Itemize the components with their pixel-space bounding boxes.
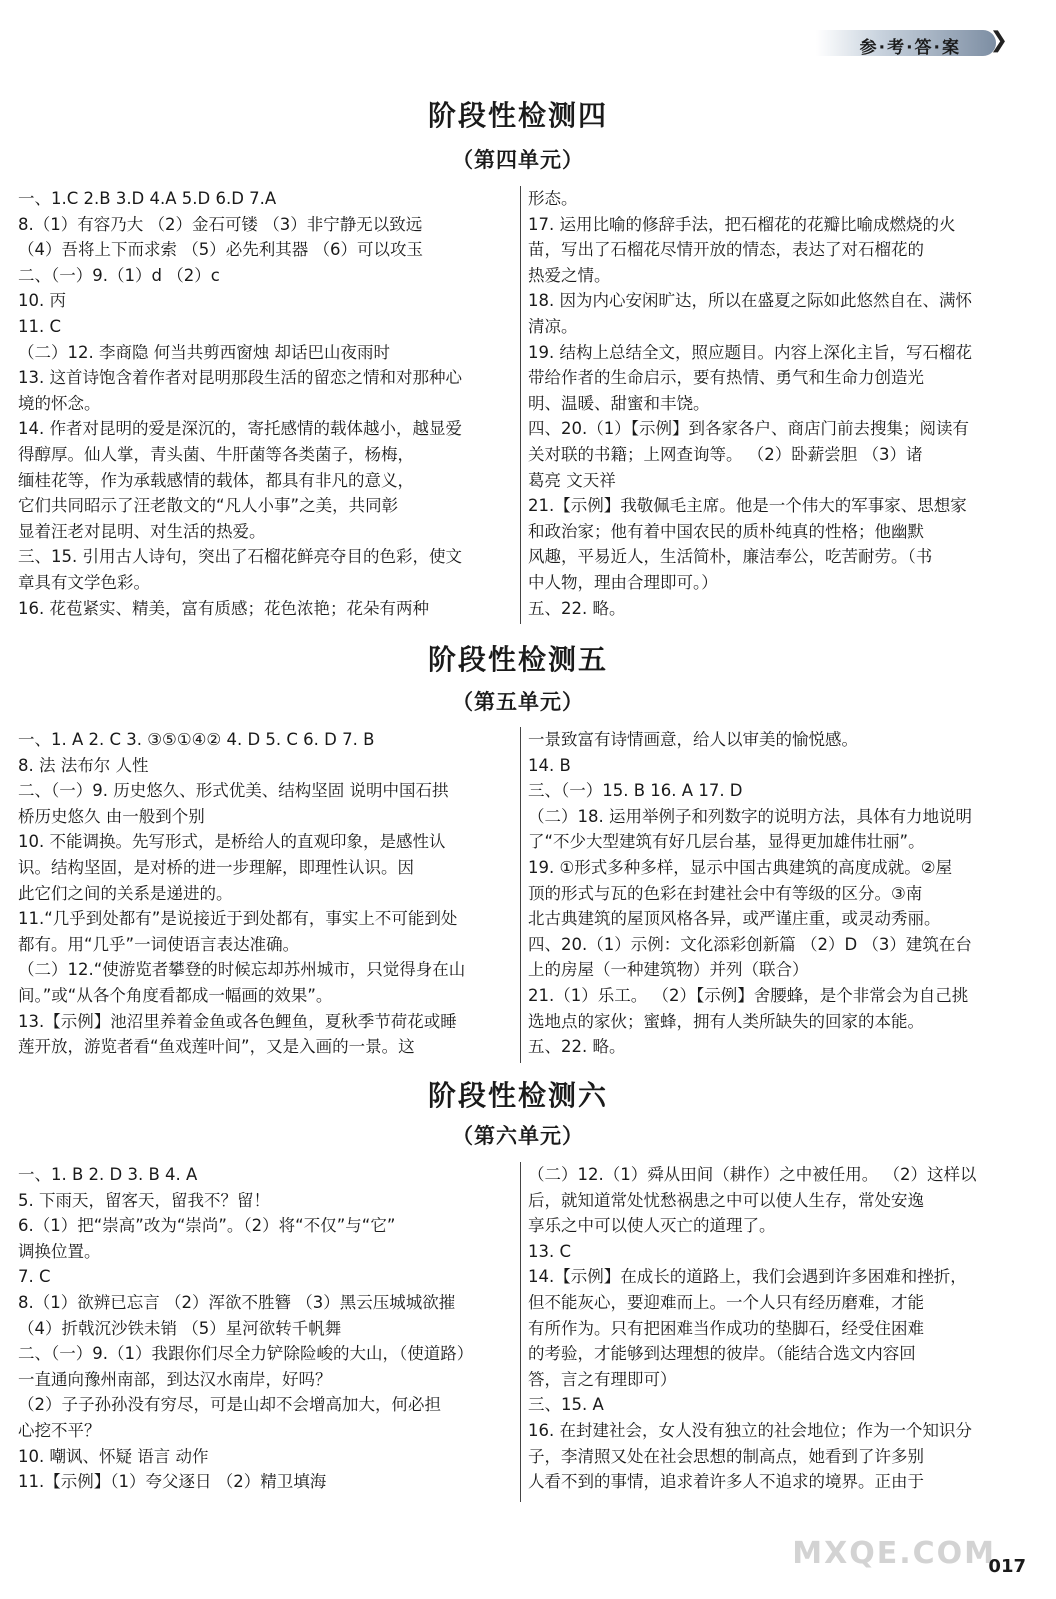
answer-line: 四、20.（1）示例：文化添彩创新篇 （2）D （3）建筑在台 <box>528 934 972 954</box>
answer-line: 三、（一）15. B 16. A 17. D <box>528 781 743 801</box>
column-divider <box>520 1162 521 1502</box>
answer-line: 形态。 <box>528 189 578 208</box>
answer-line: 13. C <box>528 1241 572 1261</box>
answer-line: 境的怀念。 <box>18 393 101 413</box>
answer-line: 心挖不平？ <box>18 1420 101 1440</box>
answer-line: 了“不少大型建筑有好几层台基，显得更加雄伟壮丽”。 <box>528 832 925 852</box>
answer-line: 后，就知道常处忧愁祸患之中可以使人生存，常处安逸 <box>528 1190 924 1210</box>
answer-line: （4）折戟沉沙铁未销 （5）星河欲转千帆舞 <box>18 1318 342 1338</box>
answer-line: 7. C <box>18 1267 51 1287</box>
answer-line: 10. 丙 <box>18 291 66 311</box>
answer-line: 享乐之中可以使人灭亡的道理了。 <box>528 1216 776 1236</box>
section-title: 阶段性检测五 <box>427 643 608 676</box>
answer-line: 8.（1）欲辨已忘言 （2）浑欲不胜簪 （3）黑云压城城欲摧 <box>18 1292 456 1312</box>
answer-line: 一直通向豫州南部，到达汉水南岸，好吗？ <box>18 1369 332 1389</box>
answer-line: 五、22. 略。 <box>528 1037 626 1057</box>
answer-line: （二）18. 运用举例子和列数字的说明方法，具体有力地说明 <box>528 806 972 826</box>
answer-line: 二、（一）9. 历史悠久、形式优美、结构坚固 说明中国石拱 <box>18 781 449 801</box>
answer-line: 北古典建筑的屋顶风格各异，或严谨庄重，或灵动秀丽。 <box>528 909 941 929</box>
section-subtitle: （第五单元） <box>452 690 584 714</box>
answer-line: 13.【示例】池沼里养着金鱼或各色鲤鱼，夏秋季节荷花或睡 <box>18 1011 457 1031</box>
answer-line: 子，李清照又处在社会思想的制高点，她看到了许多别 <box>528 1446 924 1466</box>
answer-line: 莲开放，游览者看“鱼戏莲叶间”，又是入画的一景。这 <box>18 1037 415 1057</box>
answer-line: 五、22. 略。 <box>528 598 626 618</box>
answer-line: （4）吾将上下而求索 （5）必先利其器 （6）可以攻玉 <box>18 240 423 260</box>
answer-line: 带给作者的生命启示，要有热情、勇气和生命力创造光 <box>528 368 924 388</box>
answer-line: 间。”或“从各个角度看都成一幅画的效果”。 <box>18 985 333 1005</box>
answer-line: 选地点的家伙；蜜蜂，拥有人类所缺失的回家的本能。 <box>528 1011 924 1031</box>
answer-line: （二）12.“使游览者攀登的时候忘却苏州城市，只觉得身在山 <box>18 960 466 980</box>
section-left-column <box>18 1162 473 1495</box>
answer-line: 人看不到的事情，追求着许多人不追求的境界。正由于 <box>528 1472 924 1492</box>
section-right-column <box>528 186 972 621</box>
answer-line: 19. ①形式多种多样，显示中国古典建筑的高度成就。②屋 <box>528 857 953 877</box>
answer-line: 11.“几乎到处都有”是说接近于到处都有，事实上不可能到处 <box>18 909 458 929</box>
answer-line: 和政治家；他有着中国农民的质朴纯真的性格；他幽默 <box>528 521 924 541</box>
answer-line: 的考验，才能够到达理想的彼岸。（能结合选文内容回 <box>528 1344 916 1364</box>
answer-line: 14. B <box>528 755 571 775</box>
answer-line: 关对联的书籍；上网查询等。 （2）卧薪尝胆 （3）诸 <box>528 444 923 464</box>
answer-line: 5. 下雨天，留客天，留我不？留！ <box>18 1190 270 1210</box>
answer-line: （2）子子孙孙没有穷尽，可是山却不会增高加大，何必担 <box>18 1395 441 1415</box>
chevron-right-icon: ❯ <box>989 28 1008 53</box>
answer-line: 得醇厚。仙人掌，青头菌、牛肝菌等各类菌子，杨梅， <box>18 444 414 464</box>
answer-line: 答，言之有理即可） <box>528 1369 677 1389</box>
answer-line: 它们共同昭示了汪老散文的“凡人小事”之美，共同彰 <box>18 496 399 516</box>
answer-line: 16. 花苞紧实、精美，富有质感；花色浓艳；花朵有两种 <box>18 598 429 618</box>
answer-line: 14.【示例】在成长的道路上，我们会遇到许多困难和挫折， <box>528 1267 967 1287</box>
answer-line: 10. 不能调换。先写形式，是桥给人的直观印象，是感性认 <box>18 832 446 852</box>
answer-line: 明、温暖、甜蜜和丰饶。 <box>528 393 710 413</box>
column-divider <box>520 186 521 624</box>
answer-line: 14. 作者对昆明的爱是深沉的，寄托感情的载体越小，越显爱 <box>18 419 462 439</box>
answer-line: 8.（1）有容乃大 （2）金石可镂 （3）非宁静无以致远 <box>18 214 423 234</box>
answer-line: 清凉。 <box>528 316 578 336</box>
section-left-column <box>18 727 465 1060</box>
answer-line: 8. 法 法布尔 人性 <box>18 755 149 775</box>
section-title: 阶段性检测四 <box>427 99 608 132</box>
answer-line: 21.【示例】我敬佩毛主席。他是一个伟大的军事家、思想家 <box>528 496 967 516</box>
answer-line: 三、15. A <box>528 1395 604 1415</box>
answer-line: 显着汪老对昆明、对生活的热爱。 <box>18 521 266 541</box>
section-right-column <box>528 1162 976 1495</box>
answer-line: 风趣，平易近人，生活简朴，廉洁奉公，吃苦耐劳。（书 <box>528 547 933 567</box>
answer-line: （二）12. 李商隐 何当共剪西窗烛 却话巴山夜雨时 <box>18 342 390 362</box>
answer-line: 13. 这首诗饱含着作者对昆明那段生活的留恋之情和对那种心 <box>18 368 462 388</box>
answer-line: 10. 嘲讽、怀疑 语言 动作 <box>18 1446 209 1466</box>
section-subtitle: （第六单元） <box>452 1124 584 1148</box>
answer-line: 但不能灰心，要迎难而上。一个人只有经历磨难，才能 <box>528 1292 924 1312</box>
answer-line: 调换位置。 <box>18 1241 101 1261</box>
answer-line: 11.【示例】（1）夸父逐日 （2）精卫填海 <box>18 1472 327 1492</box>
answer-line: 桥历史悠久 由一般到个别 <box>18 806 205 826</box>
answer-line: 缅桂花等，作为承载感情的载体，都具有非凡的意义， <box>18 470 414 490</box>
answer-line: 17. 运用比喻的修辞手法，把石榴花的花瓣比喻成燃烧的火 <box>528 214 956 234</box>
answer-line: 一、1. B 2. D 3. B 4. A <box>18 1165 198 1184</box>
answer-line: 二、（一）9.（1）d （2）c <box>18 265 220 285</box>
answer-line: 11. C <box>18 316 62 336</box>
answer-line: 三、15. 引用古人诗句，突出了石榴花鲜亮夺目的色彩，使文 <box>18 547 462 567</box>
answer-line: 顶的形式与瓦的色彩在封建社会中有等级的区分。③南 <box>528 883 923 903</box>
answer-line: 一、1. A 2. C 3. ③⑤①④② 4. D 5. C 6. D 7. B <box>18 730 375 749</box>
column-divider <box>520 727 521 1063</box>
answer-line: （二）12.（1）舜从田间（耕作）之中被任用。 （2）这样以 <box>528 1165 977 1184</box>
answer-line: 21.（1）乐工。 （2）【示例】舍腰蜂，是个非常会为自己挑 <box>528 985 969 1005</box>
answer-line: 热爱之情。 <box>528 265 611 285</box>
answer-line: 此它们之间的关系是递进的。 <box>18 883 233 903</box>
section-right-column <box>528 727 972 1060</box>
answer-line: 19. 结构上总结全文，照应题目。内容上深化主旨，写石榴花 <box>528 342 972 362</box>
answer-line: 一景致富有诗情画意，给人以审美的愉悦感。 <box>528 730 858 749</box>
answer-line: 苗，写出了石榴花尽情开放的情态，表达了对石榴花的 <box>528 240 924 260</box>
section-left-column <box>18 186 462 621</box>
answer-line: 16. 在封建社会，女人没有独立的社会地位；作为一个知识分 <box>528 1420 972 1440</box>
answer-line: 都有。用“几乎”一词使语言表达准确。 <box>18 934 300 954</box>
answer-line: 中人物，理由合理即可。） <box>528 572 718 592</box>
header-label: 参·考·答·案 <box>859 38 961 58</box>
page-number: 017 <box>988 1556 1026 1577</box>
answer-line: 一、1.C 2.B 3.D 4.A 5.D 6.D 7.A <box>18 189 277 208</box>
section-subtitle: （第四单元） <box>452 148 584 172</box>
answer-line: 上的房屋（一种建筑物）并列（联合） <box>528 960 809 980</box>
answer-line: 葛亮 文天祥 <box>528 470 616 490</box>
answer-line: 有所作为。只有把困难当作成功的垫脚石，经受住困难 <box>528 1318 924 1338</box>
answer-line: 二、（一）9.（1）我跟你们尽全力铲除险峻的大山，（使道路） <box>18 1344 474 1364</box>
answer-line: 18. 因为内心安闲旷达，所以在盛夏之际如此悠然自在、满怀 <box>528 291 972 311</box>
section-title: 阶段性检测六 <box>427 1079 608 1112</box>
answer-line: 四、20.（1）【示例】到各家各户、商店门前去搜集；阅读有 <box>528 419 969 439</box>
answer-line: 识。结构坚固，是对桥的进一步理解，即理性认识。因 <box>18 857 414 877</box>
answer-line: 6.（1）把“崇高”改为“崇尚”。（2）将“不仅”与“它” <box>18 1216 396 1236</box>
watermark: MXQE.COM <box>792 1536 996 1571</box>
answer-line: 章具有文学色彩。 <box>18 572 150 592</box>
